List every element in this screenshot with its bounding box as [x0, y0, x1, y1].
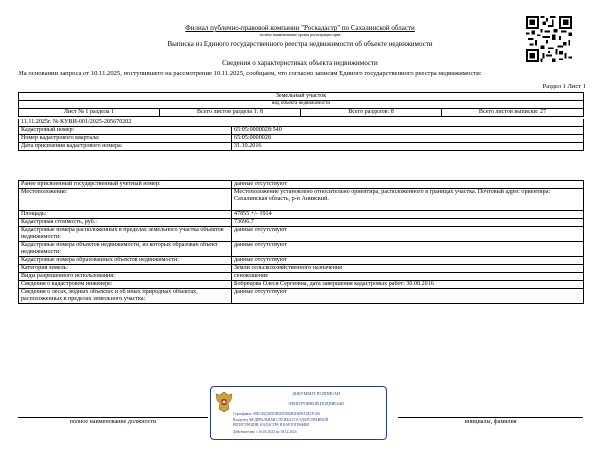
electronic-signature-stamp	[210, 386, 387, 440]
table-row	[19, 219, 584, 227]
field-label: Местоположение:	[19, 189, 232, 211]
extract-date-number: 11.11.2025г. № КУВИ-001/2025-205670202	[19, 119, 584, 127]
registry-organization-caption: полное наименование органа регистрации прав	[259, 32, 341, 37]
table-row	[19, 211, 584, 219]
extract-title: Выписка из Единого государственного реестра недвижимости об объекте недвижимости	[167, 40, 433, 48]
summary-table	[18, 92, 584, 117]
table-row	[19, 143, 584, 151]
coat-of-arms-icon	[215, 391, 233, 413]
field-value: 73696.7	[232, 219, 584, 227]
table-row	[19, 257, 584, 265]
field-label: Дата присвоения кадастрового номера:	[19, 143, 232, 151]
stamp-subtitle: ЭЛЕКТРОННОЙ ПОДПИСЬЮ	[287, 401, 345, 406]
stamp-valid: Действителен: с 16.05.2024 по 18.12.2024	[233, 430, 297, 434]
name-label: инициалы, фамилия	[398, 418, 583, 428]
field-value: 31.10.2016	[232, 143, 584, 151]
field-label: Площадь:	[19, 211, 232, 219]
field-value: 65:05:0000028:540	[232, 127, 584, 135]
table-row	[19, 181, 584, 189]
field-value: Местоположение установлено относительно ориентира, расположенного в границах участка. Почтовый адрес ориентира: Сахалинская область, р-н Анивский.	[232, 189, 584, 211]
object-type: Земельный участок	[19, 93, 584, 101]
stamp-certificate: Сертификат: 00Е1А6ДАЕ03В5ЕЕ5В6D2D4F8A3E1FCE6	[233, 412, 320, 416]
stamp-owner: Владелец: ФЕДЕРАЛЬНАЯ СЛУЖБА ГОСУДАРСТВЕННОЙ	[233, 418, 329, 422]
field-value: Земли сельскохозяйственного назначения	[232, 265, 584, 273]
field-label: Кадастровый номер:	[19, 127, 232, 135]
field-value: данные отсутствуют	[232, 227, 584, 242]
field-label: Кадастровые номера расположенных в пределах земельного участка объектов недвижимости:	[19, 227, 232, 242]
stamp-title: ДОКУМЕНТ ПОДПИСАН	[292, 391, 340, 396]
table-row	[19, 135, 584, 143]
table-row	[19, 189, 584, 211]
table-row	[19, 242, 584, 257]
field-value: данные отсутствуют	[232, 289, 584, 304]
table-row	[19, 227, 584, 242]
table-row	[19, 281, 584, 289]
field-label: Номер кадастрового квартала:	[19, 135, 232, 143]
field-label: Кадастровые номера объектов недвижимости, из которых образован объект недвижимости:	[19, 242, 232, 257]
table-row	[19, 289, 584, 304]
object-type-caption: вид объекта недвижимости	[19, 101, 584, 109]
field-value: 47855 +/- 1914	[232, 211, 584, 219]
field-value: данные отсутствуют	[232, 242, 584, 257]
field-value: 65:05:0000028	[232, 135, 584, 143]
identifiers-table	[18, 119, 584, 151]
field-label: Кадастровая стоимость, руб.:	[19, 219, 232, 227]
field-value: Бобрецова Олеся Сергеевна, дата завершения кадастровых работ: 30.08.2016	[232, 281, 584, 289]
registry-organization: Филиал публично-правовой компании "Роскадастр" по Сахалинской области	[185, 24, 415, 32]
request-text: На основании запроса от 10.11.2025, поступившего на рассмотрение 10.11.2025, сообщаем, что согласно записям Единого государственного реестра недвижимости:	[19, 70, 482, 77]
info-title: Сведения о характеристиках объекта недвижимости	[222, 59, 378, 67]
sheet-number: Лист № 1 раздела 1	[19, 109, 160, 117]
field-label: Ранее присвоенный государственный учетный номер:	[19, 181, 232, 189]
details-table	[18, 180, 584, 304]
field-value: сенокошение	[232, 273, 584, 281]
field-label: Виды разрешенного использования:	[19, 273, 232, 281]
sheets-in-section: Всего листов раздела 1: 8	[160, 109, 301, 117]
stamp-owner-cont: РЕГИСТРАЦИИ, КАДАСТРА И КАРТОГРАФИИ	[233, 423, 309, 427]
field-value: данные отсутствуют	[232, 257, 584, 265]
field-label: Кадастровые номера образованных объектов недвижимости:	[19, 257, 232, 265]
table-row	[19, 127, 584, 135]
position-label: полное наименование должности	[18, 418, 208, 428]
field-label: Сведения о лесах, водных объектах и об иных природных объектах, расположенных в пределах земельного участка:	[19, 289, 232, 304]
table-row	[19, 273, 584, 281]
section-label: Раздел 1 Лист 1	[542, 83, 586, 90]
qr-code-icon	[526, 16, 572, 62]
sections-total: Всего разделов: 8	[301, 109, 442, 117]
table-row	[19, 265, 584, 273]
sheets-total: Всего листов выписки: 27	[442, 109, 584, 117]
field-value: данные отсутствуют	[232, 181, 584, 189]
field-label: Категория земель:	[19, 265, 232, 273]
field-label: Сведения о кадастровом инженере:	[19, 281, 232, 289]
